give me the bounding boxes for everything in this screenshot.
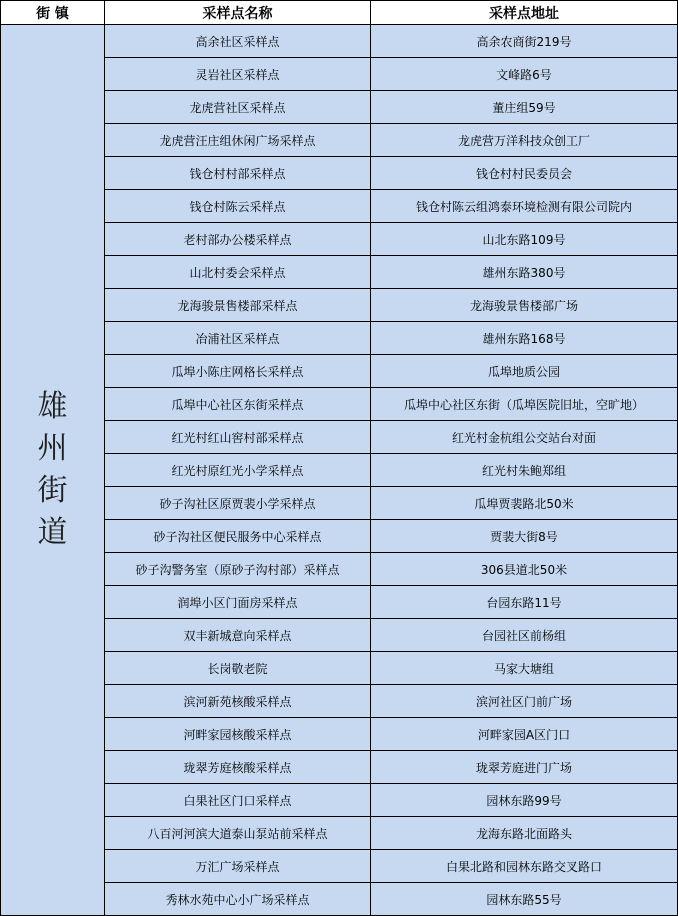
sampling-point-address: 红光村金杭组公交站台对面 (371, 421, 678, 454)
sampling-point-name: 红光村原红光小学采样点 (105, 454, 371, 487)
street-name: 雄州街道 (37, 389, 68, 550)
sampling-point-address: 龙海骏景售楼部广场 (371, 289, 678, 322)
sampling-point-name: 瓜埠中心社区东街采样点 (105, 388, 371, 421)
sampling-point-name: 红光村红山窖村部采样点 (105, 421, 371, 454)
header-address: 采样点地址 (371, 1, 678, 25)
sampling-point-address: 贾裴大街8号 (371, 520, 678, 553)
sampling-point-name: 高余社区采样点 (105, 25, 371, 58)
sampling-point-name: 河畔家园核酸采样点 (105, 718, 371, 751)
street-cell (1, 25, 105, 916)
sampling-point-name: 八百河河滨大道泰山泵站前采样点 (105, 817, 371, 850)
sampling-point-name: 山北村委会采样点 (105, 256, 371, 289)
sampling-point-address: 园林东路55号 (371, 883, 678, 916)
sampling-point-name: 长岗敬老院 (105, 652, 371, 685)
sampling-point-address: 白果北路和园林东路交叉路口 (371, 850, 678, 883)
sampling-point-address: 高余农商街219号 (371, 25, 678, 58)
sampling-point-address: 山北东路109号 (371, 223, 678, 256)
sampling-point-address: 瓜埠贾裴路北50米 (371, 487, 678, 520)
table-row (1, 25, 678, 58)
sampling-point-name: 砂子沟警务室（原砂子沟村部）采样点 (105, 553, 371, 586)
sampling-point-name: 瓜埠小陈庄网格长采样点 (105, 355, 371, 388)
sampling-point-address: 龙海东路北面路头 (371, 817, 678, 850)
sampling-point-name: 砂子沟社区原贾裴小学采样点 (105, 487, 371, 520)
sampling-point-address: 河畔家园A区门口 (371, 718, 678, 751)
sampling-point-name: 润埠小区门面房采样点 (105, 586, 371, 619)
sampling-point-address: 马家大塘组 (371, 652, 678, 685)
sampling-point-address: 文峰路6号 (371, 58, 678, 91)
sampling-point-name: 砂子沟社区便民服务中心采样点 (105, 520, 371, 553)
table-body (1, 25, 678, 916)
sampling-point-name: 龙虎营社区采样点 (105, 91, 371, 124)
sampling-point-address: 瓜埠地质公园 (371, 355, 678, 388)
sampling-point-address: 雄州东路168号 (371, 322, 678, 355)
sampling-point-address: 台园社区前杨组 (371, 619, 678, 652)
sampling-point-name: 滨河新苑核酸采样点 (105, 685, 371, 718)
sampling-point-address: 台园东路11号 (371, 586, 678, 619)
sampling-point-name: 龙海骏景售楼部采样点 (105, 289, 371, 322)
sampling-point-name: 钱仓村陈云采样点 (105, 190, 371, 223)
sampling-point-address: 瓜埠中心社区东街（瓜埠医院旧址，空旷地） (371, 388, 678, 421)
sampling-point-name: 灵岩社区采样点 (105, 58, 371, 91)
sampling-point-address: 园林东路99号 (371, 784, 678, 817)
sampling-point-address: 雄州东路380号 (371, 256, 678, 289)
sampling-point-address: 钱仓村陈云组鸿泰环境检测有限公司院内 (371, 190, 678, 223)
sampling-point-name: 白果社区门口采样点 (105, 784, 371, 817)
sampling-point-address: 红光村朱鲍郑组 (371, 454, 678, 487)
sampling-point-name: 珑翠芳庭核酸采样点 (105, 751, 371, 784)
header-street: 街 镇 (1, 1, 105, 25)
sampling-point-name: 钱仓村村部采样点 (105, 157, 371, 190)
sampling-point-address: 珑翠芳庭进门广场 (371, 751, 678, 784)
sampling-point-address: 306县道北50米 (371, 553, 678, 586)
sampling-point-name: 秀林水苑中心小广场采样点 (105, 883, 371, 916)
header-row (1, 1, 678, 25)
sampling-point-address: 滨河社区门前广场 (371, 685, 678, 718)
sampling-point-name: 万汇广场采样点 (105, 850, 371, 883)
sampling-point-name: 龙虎营汪庄组休闲广场采样点 (105, 124, 371, 157)
sampling-point-name: 冶浦社区采样点 (105, 322, 371, 355)
sampling-point-address: 钱仓村村民委员会 (371, 157, 678, 190)
header-name: 采样点名称 (105, 1, 371, 25)
sampling-point-address: 龙虎营万洋科技众创工厂 (371, 124, 678, 157)
sampling-point-address: 董庄组59号 (371, 91, 678, 124)
sampling-point-name: 双丰新城意向采样点 (105, 619, 371, 652)
sampling-point-name: 老村部办公楼采样点 (105, 223, 371, 256)
